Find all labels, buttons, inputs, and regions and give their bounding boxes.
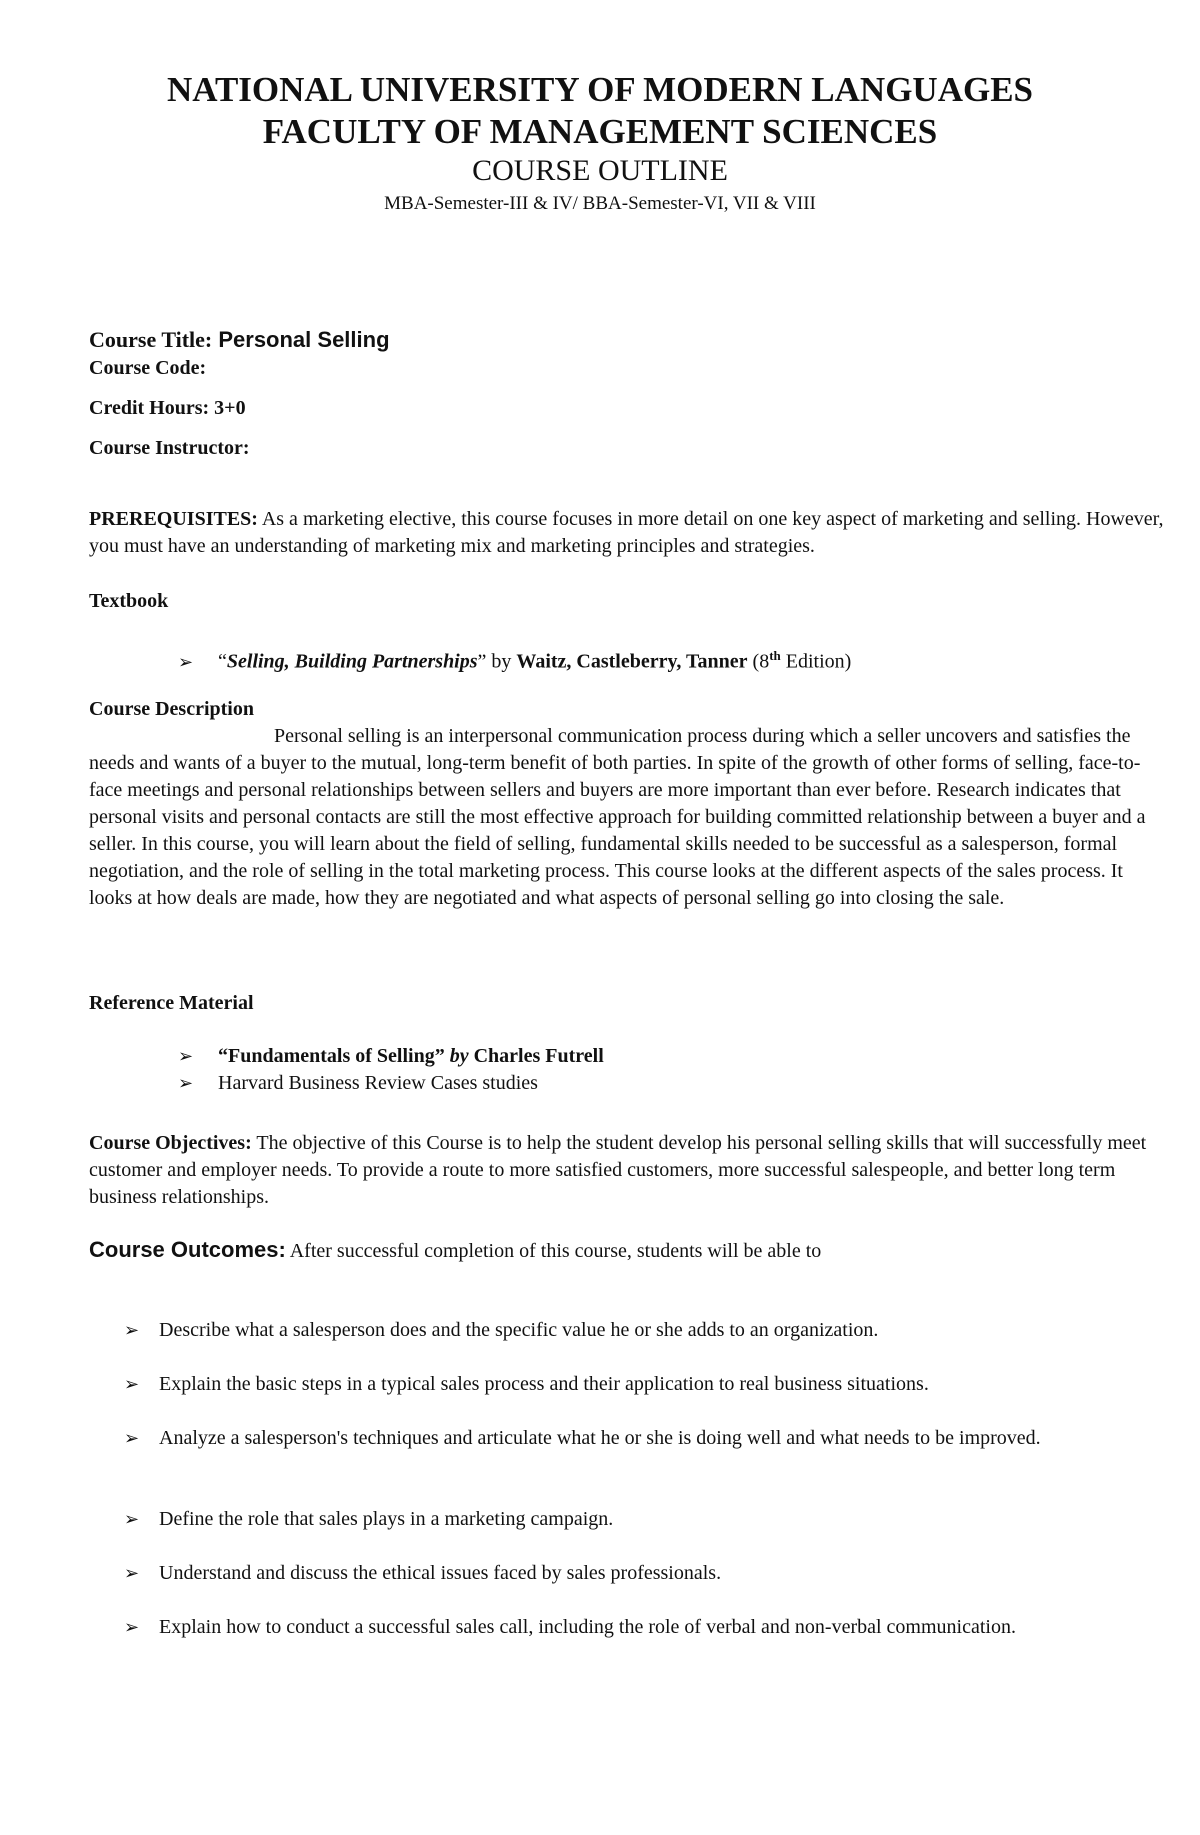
- course-title-line: [89, 326, 1169, 353]
- prerequisites-paragraph: [89, 506, 1169, 560]
- description-text: Personal selling is an interpersonal communication process during which a seller uncovers and satisfies the needs and wants of a buyer to the mutual, long-term benefit of both parties. In spite of the growth of other forms of selling, face-to-face meetings and personal relationships between sellers and buyers are more important than ever before. Research indicates that personal visits and personal contacts are still the most effective approach for building committed relationship between a buyer and a seller. In this course, you will learn about the field of selling, fundamental skills needed to be successful as a salesperson, formal negotiation, and the role of selling in the total marketing process. This course looks at the different aspects of the sales process. It looks at how deals are made, how they are negotiated and what aspects of personal selling go into closing the sale.: [89, 725, 1146, 909]
- arrow-bullet-icon: ➢: [124, 1617, 140, 1638]
- reference-item-2: [178, 1070, 538, 1097]
- textbook-authors: Waitz, Castleberry, Tanner: [516, 650, 748, 673]
- arrow-bullet-icon: ➢: [178, 1046, 194, 1067]
- outcome-item: [124, 1614, 1084, 1641]
- outcome-text: Understand and discuss the ethical issues faced by sales professionals.: [159, 1562, 722, 1584]
- objectives-label: Course Objectives:: [89, 1132, 252, 1154]
- reference-item-1-by: by: [444, 1045, 474, 1067]
- reference-item-1-title: “Fundamentals of Selling”: [218, 1045, 445, 1067]
- course-instructor-label: Course Instructor:: [89, 437, 250, 459]
- outcome-text: Define the role that sales plays in a marketing campaign.: [159, 1508, 614, 1530]
- textbook-edition-open: (8: [747, 650, 770, 673]
- arrow-bullet-icon: ➢: [124, 1563, 140, 1584]
- arrow-bullet-icon: ➢: [124, 1428, 140, 1449]
- document-type: COURSE OUTLINE: [472, 154, 728, 187]
- course-title-value: Personal Selling: [212, 327, 390, 352]
- arrow-bullet-icon: ➢: [124, 1320, 140, 1341]
- outcome-text: Explain the basic steps in a typical sales process and their application to real business situations.: [159, 1373, 929, 1395]
- outcomes-intro: After successful completion of this course, students will be able to: [285, 1240, 822, 1262]
- semester-line: MBA-Semester-III & IV/ BBA-Semester-VI, VII & VIII: [384, 193, 816, 214]
- outcomes-label: Course Outcomes:: [89, 1237, 286, 1262]
- prerequisites-text: As a marketing elective, this course focuses in more detail on one key aspect of marketing and selling. However, you must have an understanding of marketing mix and marketing principles and strategies.: [89, 508, 1164, 557]
- credit-hours-label: Credit Hours: 3+0: [89, 397, 246, 419]
- outcomes-intro-line: [89, 1236, 1169, 1265]
- outcome-item: [124, 1425, 1084, 1452]
- outcome-text: Analyze a salesperson's techniques and articulate what he or she is doing well and what needs to be improved.: [159, 1427, 1041, 1449]
- outcome-item: [124, 1317, 1084, 1344]
- textbook-heading: Textbook: [89, 590, 169, 612]
- reference-item-1: [178, 1043, 604, 1070]
- textbook-close-quote: ”: [477, 650, 487, 673]
- outcome-item: [124, 1560, 1084, 1587]
- arrow-bullet-icon: ➢: [178, 1073, 194, 1094]
- outcome-text: Explain how to conduct a successful sales call, including the role of verbal and non-verbal communication.: [159, 1616, 1016, 1638]
- textbook-edition-close: Edition): [780, 650, 852, 673]
- reference-heading: Reference Material: [89, 992, 254, 1014]
- textbook-edition-sup: th: [769, 648, 781, 663]
- arrow-bullet-icon: ➢: [124, 1374, 140, 1395]
- textbook-open-quote: “: [218, 650, 227, 673]
- objectives-paragraph: [89, 1130, 1169, 1211]
- arrow-bullet-icon: ➢: [124, 1509, 140, 1530]
- textbook-item: [178, 642, 851, 676]
- textbook-by: by: [486, 650, 517, 673]
- reference-item-1-author: Charles Futrell: [473, 1045, 604, 1067]
- prerequisites-label: PREREQUISITES:: [89, 508, 258, 530]
- outcome-text: Describe what a salesperson does and the specific value he or she adds to an organization.: [159, 1319, 879, 1341]
- outcome-item: [124, 1371, 1084, 1398]
- outcome-item: [124, 1506, 1084, 1533]
- arrow-bullet-icon: ➢: [178, 651, 194, 673]
- objectives-text: The objective of this Course is to help the student develop his personal selling skills that will successfully meet customer and employer needs. To provide a route to more satisfied customers, more successful salespeople, and better long term business relationships.: [89, 1132, 1147, 1208]
- course-code-label: Course Code:: [89, 357, 207, 379]
- university-name: NATIONAL UNIVERSITY OF MODERN LANGUAGES: [166, 70, 1034, 109]
- faculty-name: FACULTY OF MANAGEMENT SCIENCES: [262, 112, 938, 151]
- description-heading: Course Description: [89, 698, 254, 720]
- course-title-label: Course Title:: [89, 327, 213, 352]
- textbook-title: Selling, Building Partnerships: [226, 650, 478, 673]
- reference-item-2-text: Harvard Business Review Cases studies: [218, 1072, 538, 1094]
